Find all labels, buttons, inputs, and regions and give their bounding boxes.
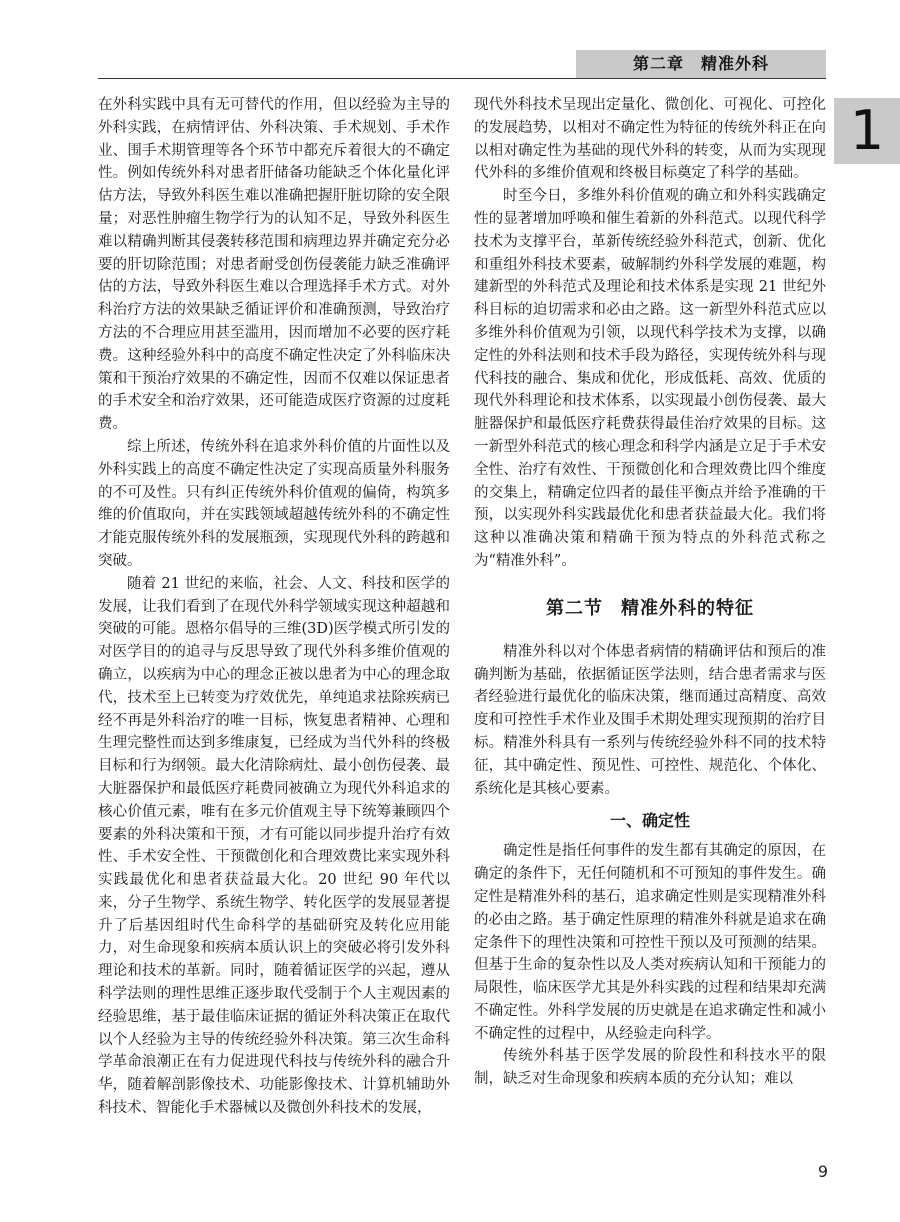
running-header — [98, 44, 826, 79]
body-paragraph: 确定性是指任何事件的发生都有其确定的原因，在确定的条件下，无任何随机和不可预知的事件发生。确定性是精准外科的基石，追求确定性则是实现精准外科的必由之路。基于确定性原理的精准外科就是追求在确定条件下的理性决策和可控性干预以及可预测的结果。但基于生命的复杂性以及人类对疾病认知和干预能力的局限性，临床医学尤其是外科实践的过程和结果却充满不确定性。外科学发展的历史就是在追求确定性和减小不确定性的过程中，从经验走向科学。 — [474, 843, 826, 1042]
body-paragraph: 现代外科技术呈现出定量化、微创化、可视化、可控化的发展趋势，以相对不确定性为特征的传统外科正在向以相对确定性为基础的现代外科的转变，从而为实现现代外科的多维价值观和终极目标奠定了科学的基础。 — [474, 97, 826, 182]
subsection-heading: 一、确定性 — [609, 811, 690, 831]
body-paragraph: 精准外科以对个体患者病情的精确评估和预后的准确判断为基础，依据循证医学法则，结合患者需求与医者经验进行最优化的临床决策，继而通过高精度、高效度和可控性手术作业及围手术期处理实现预期的治疗目标。精准外科具有一系列与传统经验外科不同的技术特征，其中确定性、预见性、可控性、规范化、个体化、系统化是其核心要素。 — [474, 643, 826, 797]
left-text-column — [98, 94, 450, 1120]
section-heading — [474, 595, 826, 623]
body-paragraph: 随着 21 世纪的来临，社会、人文、科技和医学的发展，让我们看到了在现代外科学领域实现这种超越和突破的可能。恩格尔倡导的三维(3D)医学模式所引发的对医学目的的追寻与反思导致了现代外科多维价值观的确立，以疾病为中心的理念正被以患者为中心的理念取代，技术至上已转变为疗效优先，单纯追求祛除疾病已经不再是外科治疗的唯一目标，恢复患者精神、心理和生理完整性而达到多维康复，已经成为当代外科的终极目标和行为纲领。最大化清除病灶、最小创伤侵袭、最大脏器保护和最低医疗耗费同被确立为现代外科追求的核心价值元素，唯有在多元价值观主导下统筹兼顾四个要素的外科决策和干预，才有可能以同步提升治疗有效性、手术安全性、干预微创化和合理效费比来实现外科实践最优化和患者获益最大化。20 世纪 90 年代以来，分子生物学、系统生物学、转化医学的发展显著提升了后基因组时代生命科学的基础研究及转化应用能力，对生命现象和疾病本质认识上的突破必将引发外科理论和技术的革新。同时，随着循证医学的兴起，遵从科学法则的理性思维正逐步取代受制于个人主观因素的经验思维，基于最佳临床证据的循证外科决策正在取代以个人经验为主导的传统经验外科决策。第三次生命科学革命浪潮正在有力促进现代科技与传统外科的融合升华，随着解剖影像技术、功能影像技术、计算机辅助外科技术、智能化手术器械以及微创外科技术的发展， — [98, 575, 450, 1117]
section-number: 第二节 — [546, 597, 603, 619]
right-text-column — [474, 94, 826, 1091]
body-paragraph: 时至今日，多维外科价值观的确立和外科实践确定性的显著增加呼唤和催生着新的外科范式。以现代科学技术为支撑平台，革新传统经验外科范式，创新、优化和重组外科技术要素，破解制约外科学发展的难题，构建新型的外科范式及理论和技术体系是实现 21 世纪外科目标的迫切需求和必由之路。这一新型外科范式应以多维外科价值观为引领，以现代科学技术为支撑，以确定性的外科法则和技术手段为路径，实现传统外科与现代科技的融合、集成和优化，形成低耗、高效、优质的现代外科理论和技术体系，以实现最小创伤侵袭、最大脏器保护和最低医疗耗费获得最佳治疗效果的目标。这一新型外科范式的核心理念和科学内涵是立足于手术安全性、治疗有效性、干预微创化和合理效费比四个维度的交集上，精确定位四者的最佳平衡点并给予准确的干预，以实现外科实践最优化和患者获益最大化。我们将这种以准确决策和精确干预为特点的外科范式称之为“精准外科”。 — [474, 188, 826, 569]
page-number: 9 — [817, 1162, 828, 1181]
body-paragraph: 综上所述，传统外科在追求外科价值的片面性以及外科实践上的高度不确定性决定了实现高质量外科服务的不可及性。只有纠正传统外科价值观的偏倚，构筑多维的价值取向，并在实践领域超越传统外科的不确定性才能克服传统外科的发展瓶颈，实现现代外科的跨越和突破。 — [98, 438, 450, 569]
chapter-number-tab: 1 — [834, 98, 900, 164]
body-paragraph: 在外科实践中具有无可替代的作用，但以经验为主导的外科实践，在病情评估、外科决策、手术规划、手术作业、围手术期管理等各个环节中都充斥着很大的不确定性。例如传统外科对患者肝储备功能缺乏个体化量化评估方法，导致外科医生难以准确把握肝脏切除的安全限量；对恶性肿瘤生物学行为的认知不足，导致外科医生难以精确判断其侵袭转移范围和病理边界并确定充分必要的肝切除范围；对患者耐受创伤侵袭能力缺乏准确评估的方法，导致外科医生难以合理选择手术方式。对外科治疗方法的效果缺乏循证评价和准确预测，导致治疗方法的不合理应用甚至滥用，因而增加不必要的医疗耗费。这种经验外科中的高度不确定性决定了外科临床决策和干预治疗效果的不确定性，因而不仅难以保证患者的手术安全和治疗效果，还可能造成医疗资源的过度耗费。 — [98, 97, 450, 433]
section-title-text: 精准外科的特征 — [621, 597, 754, 619]
body-paragraph: 传统外科基于医学发展的阶段性和科技水平的限制，缺乏对生命现象和疾病本质的充分认知；难以 — [474, 1048, 826, 1088]
chapter-running-title: 第二章 精准外科 — [576, 50, 826, 78]
